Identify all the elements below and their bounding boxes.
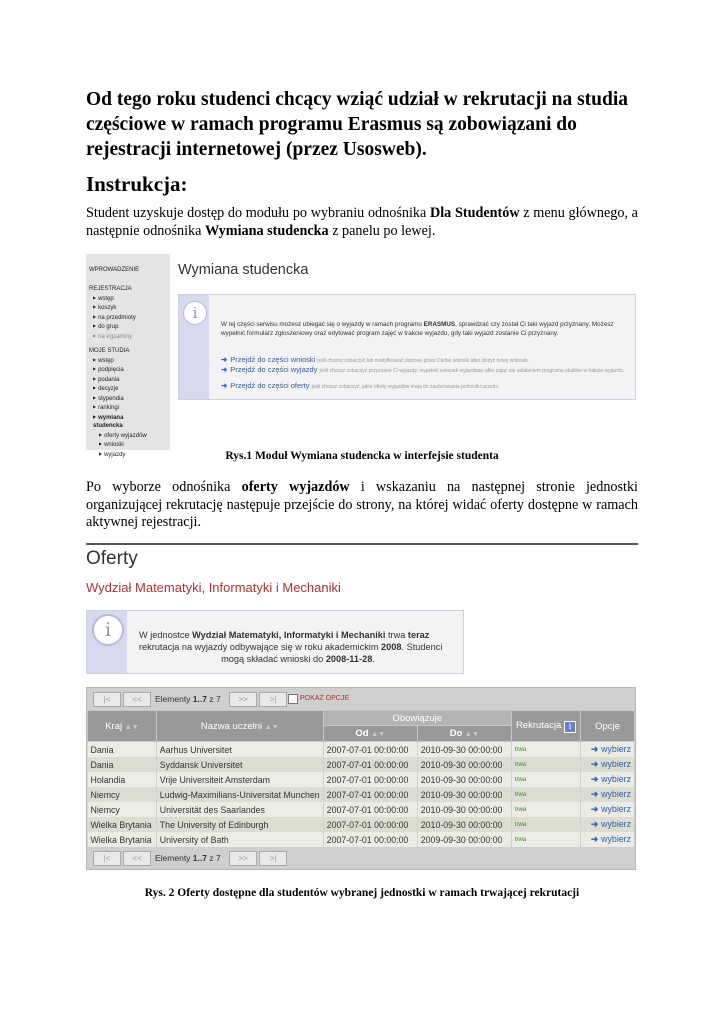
sidebar-subitem[interactable]: ▶ wnioski xyxy=(89,440,147,450)
cell-country: Wielka Brytania xyxy=(88,832,157,847)
select-offer-link[interactable] xyxy=(581,772,635,787)
last-page-button[interactable]: >| xyxy=(259,851,287,866)
arrow-right-icon: ➜ xyxy=(590,759,599,769)
cell-status: trwa xyxy=(511,757,580,772)
cell-from: 2007-07-01 00:00:00 xyxy=(323,817,417,832)
figure-2-screenshot xyxy=(86,543,638,885)
sidebar-section-my-studies xyxy=(89,347,147,459)
info-stripe xyxy=(179,295,209,399)
first-page-button[interactable]: |< xyxy=(93,851,121,866)
next-page-button[interactable]: >> xyxy=(229,851,257,866)
arrow-right-icon: ➜ xyxy=(590,819,599,829)
select-offer-label[interactable]: wybierz xyxy=(601,819,631,829)
cell-status: trwa xyxy=(511,802,580,817)
sidebar-section-registration xyxy=(89,285,136,341)
table-row xyxy=(88,757,635,772)
table-row xyxy=(88,787,635,802)
sidebar-item[interactable]: ▶ na przedmioty xyxy=(89,313,136,323)
link-applications[interactable]: ➜ Przejdź do części wnioski jeśli chcesz zobaczyć lub modyfikować złożone przez Ciebie wnioski albo złożyć nowy wniosek. xyxy=(221,355,530,364)
arrow-right-icon: ➜ xyxy=(590,744,599,754)
pager-bottom xyxy=(87,847,635,869)
cell-country: Dania xyxy=(88,742,157,758)
table-row xyxy=(88,817,635,832)
sidebar-subitem[interactable]: ▶ oferty wyjazdów xyxy=(89,431,147,441)
link-offers[interactable]: ➜ Przejdź do części oferty jeśli chcesz zobaczyć, jakie oferty wyjazdów mają do zaoferowania jednostki uczelni. xyxy=(221,381,500,390)
show-options-label[interactable]: POKAŻ OPCJE xyxy=(300,695,350,702)
sidebar-item[interactable]: ▶ na egzaminy xyxy=(89,332,136,342)
sidebar xyxy=(86,254,170,458)
cell-country: Holandia xyxy=(88,772,157,787)
figure-2-caption: Rys. 2 Oferty dostępne dla studentów wybranej jednostki w ramach trwającej rekrutacji xyxy=(144,887,580,899)
cell-to: 2009-09-30 00:00:00 xyxy=(417,832,511,847)
cell-to: 2010-09-30 00:00:00 xyxy=(417,787,511,802)
cell-from: 2007-07-01 00:00:00 xyxy=(323,832,417,847)
info-text: W jednostce Wydział Matematyki, Informatyki i Mechaniki trwa teraz rekrutacja na wyjazdy odbywające się w roku akademickim 2008. Studenci mogą składać wnioski do 2008-11-28. xyxy=(139,630,443,665)
table-body xyxy=(88,742,635,848)
offers-grid xyxy=(87,710,635,847)
sidebar-item[interactable]: ▶ stypendia xyxy=(89,394,147,404)
cell-to: 2010-09-30 00:00:00 xyxy=(417,772,511,787)
cell-status: trwa xyxy=(511,817,580,832)
cell-country: Wielka Brytania xyxy=(88,817,157,832)
col-recruitment[interactable]: Rekrutacja i xyxy=(511,711,580,742)
info-icon[interactable]: i xyxy=(564,721,576,733)
sidebar-item[interactable]: ▶ do grup xyxy=(89,322,136,332)
sort-arrows-icon[interactable]: ▲▼ xyxy=(124,723,139,731)
sidebar-item[interactable]: ▶ wstęp xyxy=(89,294,136,304)
sidebar-item[interactable]: ▶ wstęp xyxy=(89,356,147,366)
cell-from: 2007-07-01 00:00:00 xyxy=(323,802,417,817)
arrow-right-icon: ➜ xyxy=(590,789,599,799)
col-options: Opcje xyxy=(581,711,635,742)
select-offer-link[interactable] xyxy=(581,802,635,817)
info-icon: i xyxy=(92,614,124,646)
first-page-button[interactable]: |< xyxy=(93,692,121,707)
sidebar-item[interactable]: ▶ rankingi xyxy=(89,403,147,413)
col-from[interactable]: Od ▲▼ xyxy=(323,726,417,742)
cell-status: trwa xyxy=(511,772,580,787)
table-row xyxy=(88,802,635,817)
cell-university: Syddansk Universitet xyxy=(156,757,323,772)
sidebar-subitem[interactable]: ▶ wyjazdy xyxy=(89,450,147,460)
last-page-button[interactable]: >| xyxy=(259,692,287,707)
select-offer-label[interactable]: wybierz xyxy=(601,804,631,814)
info-stripe xyxy=(87,611,127,673)
sidebar-item[interactable]: ▶ koszyk xyxy=(89,303,136,313)
arrow-right-icon: ➜ xyxy=(221,355,228,364)
cell-country: Niemcy xyxy=(88,787,157,802)
offers-title: Oferty xyxy=(86,548,138,569)
sidebar-item-exchange[interactable]: ▶ wymiana studencka xyxy=(89,413,133,431)
paragraph-intro: Student uzyskuje dostęp do modułu po wybraniu odnośnika Dla Studentów z menu głównego, a następnie odnośnika Wymiana studencka z panelu po lewej. xyxy=(86,205,638,239)
sidebar-item[interactable]: ▶ podania xyxy=(89,375,147,385)
instructions-title: Instrukcja: xyxy=(86,172,188,196)
arrow-right-icon: ➜ xyxy=(590,834,599,844)
select-offer-label[interactable]: wybierz xyxy=(601,744,631,754)
divider xyxy=(86,543,638,545)
prev-page-button[interactable]: << xyxy=(123,851,151,866)
arrow-right-icon: ➜ xyxy=(221,365,228,374)
info-text: W tej części serwisu możesz ubiegać się o wyjazdy w ramach programu ERASMUS, sprawdzać czy został Ci taki wyjazd przyznany. Możesz wypełnić formularz zgłoszeniowy oraz edytować program zajęć w trakcie wyjazdu, gdy taki wyjazd zostanie Ci przyznany. xyxy=(221,321,614,337)
pager-label: Elementy 1..7 z 7 xyxy=(155,853,221,863)
table-row xyxy=(88,772,635,787)
cell-university: Universität des Saarlandes xyxy=(156,802,323,817)
module-title: Wymiana studencka xyxy=(178,262,309,278)
cell-status: trwa xyxy=(511,787,580,802)
cell-from: 2007-07-01 00:00:00 xyxy=(323,742,417,758)
table-row xyxy=(88,832,635,847)
sort-arrows-icon[interactable]: ▲▼ xyxy=(465,731,479,738)
pager-top xyxy=(87,688,635,710)
paragraph-offers: Po wyborze odnośnika oferty wyjazdów i wskazaniu na następnej stronie jednostki organizującej rekrutację następuje przejście do strony, na której widać oferty dostępne w ramach aktywnej rejestracji. xyxy=(86,479,639,530)
cell-from: 2007-07-01 00:00:00 xyxy=(323,787,417,802)
cell-to: 2010-09-30 00:00:00 xyxy=(417,817,511,832)
cell-status: trwa xyxy=(511,742,580,758)
select-offer-label[interactable]: wybierz xyxy=(601,834,631,844)
prev-page-button[interactable]: << xyxy=(123,692,151,707)
next-page-button[interactable]: >> xyxy=(229,692,257,707)
cell-university: Aarhus Universitet xyxy=(156,742,323,758)
cell-university: The University of Edinburgh xyxy=(156,817,323,832)
page-heading: Od tego roku studenci chcący wziąć udział w rekrutacji na studia częściowe w ramach programu Erasmus są zobowiązani do rejestracji internetowej (przez Usosweb). xyxy=(86,89,629,160)
info-icon: i xyxy=(183,301,207,325)
cell-university: University of Bath xyxy=(156,832,323,847)
arrow-right-icon: ➜ xyxy=(590,804,599,814)
cell-university: Vrije Universiteit Amsterdam xyxy=(156,772,323,787)
cell-university: Ludwig-Maximilians-Universitat Munchen xyxy=(156,787,323,802)
cell-status: trwa xyxy=(511,832,580,847)
info-box xyxy=(178,294,636,400)
select-offer-link[interactable] xyxy=(581,757,635,772)
cell-to: 2010-09-30 00:00:00 xyxy=(417,742,511,758)
sort-arrows-icon[interactable]: ▲▼ xyxy=(371,731,386,738)
arrow-right-icon: ➜ xyxy=(590,774,599,784)
offers-table xyxy=(86,687,636,870)
select-offer-link[interactable] xyxy=(581,742,635,758)
figure-1-caption: Rys.1 Moduł Wymiana studencka w interfejsie studenta xyxy=(225,450,499,462)
select-offer-label[interactable]: wybierz xyxy=(601,774,631,784)
col-to[interactable]: Do ▲▼ xyxy=(417,726,511,742)
cell-to: 2010-09-30 00:00:00 xyxy=(417,757,511,772)
show-options-checkbox[interactable] xyxy=(288,694,298,704)
link-trips[interactable]: ➜ Przejdź do części wyjazdy jeśli chcesz zobaczyć przyznane Ci wyjazdy, wypełnić wniosek wyjazdowy albo zająć się ustalaniem programu studiów w trakcie wyjazdu. xyxy=(221,365,624,374)
cell-country: Dania xyxy=(88,757,157,772)
faculty-name: Wydział Matematyki, Informatyki i Mechaniki xyxy=(86,580,341,595)
info-box xyxy=(86,610,464,674)
sidebar-item[interactable]: ▶ podpięcia xyxy=(89,365,147,375)
cell-from: 2007-07-01 00:00:00 xyxy=(323,772,417,787)
cell-country: Niemcy xyxy=(88,802,157,817)
select-offer-label[interactable]: wybierz xyxy=(601,789,631,799)
col-valid: Obowiązuje xyxy=(323,711,511,726)
cell-from: 2007-07-01 00:00:00 xyxy=(323,757,417,772)
sidebar-item[interactable]: ▶ decyzje xyxy=(89,384,147,394)
select-offer-label[interactable]: wybierz xyxy=(601,759,631,769)
col-university[interactable]: Nazwa uczelni ▲▼ xyxy=(156,711,323,742)
sidebar-section-label[interactable]: MOJE STUDIA xyxy=(89,348,130,354)
sort-arrows-icon[interactable]: ▲▼ xyxy=(264,723,279,731)
arrow-right-icon: ➜ xyxy=(221,381,228,390)
sidebar-section-intro[interactable]: WPROWADZENIE xyxy=(89,267,140,273)
table-row xyxy=(88,742,635,758)
sidebar-section-label[interactable]: REJESTRACJA xyxy=(89,286,132,292)
pager-label: Elementy 1..7 z 7 xyxy=(155,694,221,704)
col-country[interactable]: Kraj ▲▼ xyxy=(88,711,157,742)
select-offer-link[interactable] xyxy=(581,787,635,802)
select-offer-link[interactable] xyxy=(581,832,635,847)
select-offer-link[interactable] xyxy=(581,817,635,832)
cell-to: 2010-09-30 00:00:00 xyxy=(417,802,511,817)
